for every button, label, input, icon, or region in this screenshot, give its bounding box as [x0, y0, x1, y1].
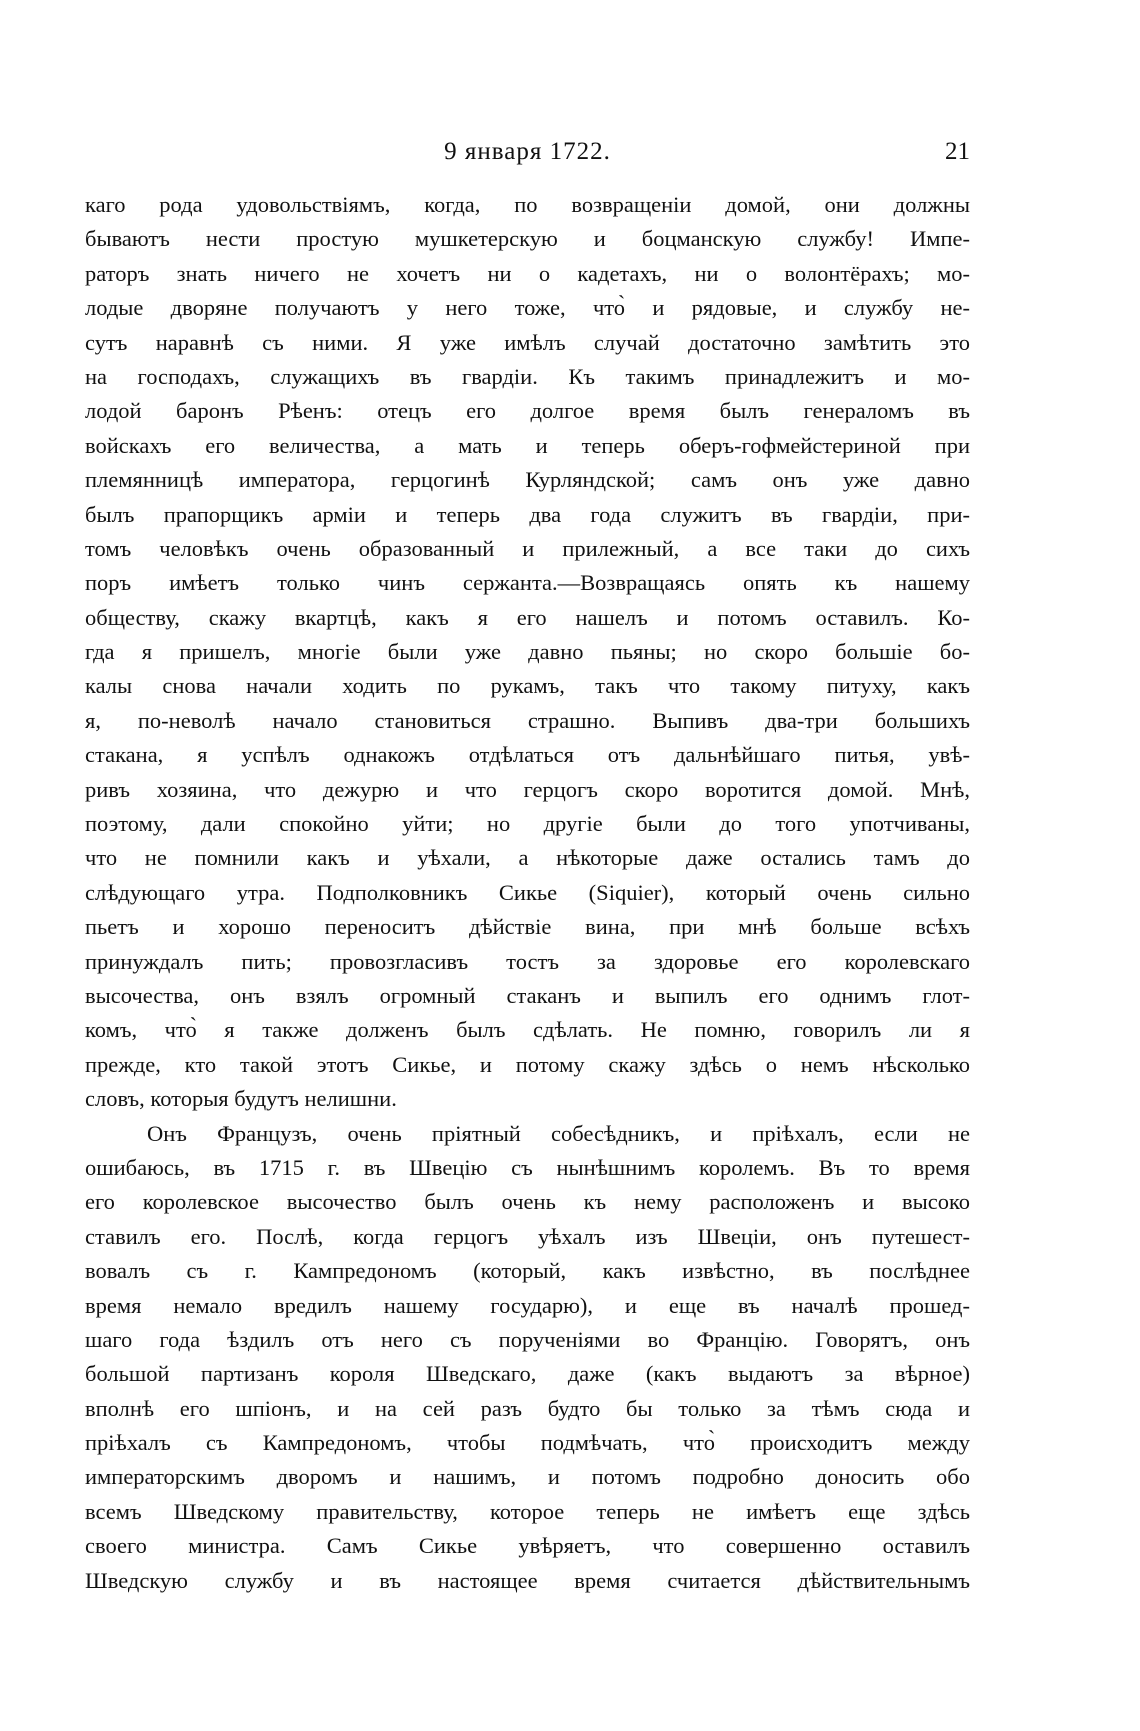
text-line: вовалъ съ г. Кампредономъ (который, какъ извѣстно, въ послѣднее — [85, 1258, 970, 1284]
text-line: бываютъ нести простую мушкетерскую и боцманскую службу! Импе- — [85, 226, 970, 252]
text-line: прежде, кто такой этотъ Сикье, и потому скажу здѣсь о немъ нѣсколько — [85, 1051, 970, 1077]
text-line: ставилъ его. Послѣ, когда герцогъ уѣхалъ изъ Швеціи, онъ путешест- — [85, 1223, 970, 1249]
text-line: Шведскую службу и въ настоящее время считается дѣйствительнымъ — [85, 1567, 970, 1593]
text-line: комъ, что̀ я также долженъ былъ сдѣлать. Не помню, говорилъ ли я — [85, 1017, 970, 1043]
page — [85, 138, 970, 1598]
text-line: лодые дворяне получаютъ у него тоже, что̀ и рядовые, и службу не- — [85, 295, 970, 321]
text-line: стакана, я успѣлъ однакожъ отдѣлаться отъ дальнѣйшаго питья, увѣ- — [85, 742, 970, 768]
text-line: вполнѣ его шпіонъ, и на сей разъ будто бы только за тѣмъ сюда и — [85, 1395, 970, 1421]
body-text — [85, 188, 970, 1598]
text-line: ошибаюсь, въ 1715 г. въ Швецію съ нынѣшнимъ королемъ. Въ то время — [85, 1154, 970, 1180]
text-line: время немало вредилъ нашему государю), и еще въ началѣ прошед- — [85, 1292, 970, 1318]
text-line: сутъ наравнѣ съ ними. Я уже имѣлъ случай достаточно замѣтить это — [85, 329, 970, 355]
text-line: высочества, онъ взялъ огромный стаканъ и выпилъ его однимъ глот- — [85, 982, 970, 1008]
text-line: словъ, которыя будутъ нелишни. — [85, 1086, 397, 1112]
text-line: принуждалъ пить; провозгласивъ тостъ за здоровье его королевскаго — [85, 948, 970, 974]
text-line: большой партизанъ короля Шведскаго, даже (какъ выдаютъ за вѣрное) — [85, 1361, 970, 1387]
text-line: Онъ Французъ, очень пріятный собесѣдникъ, и пріѣхалъ, если не — [147, 1120, 970, 1146]
page-header — [85, 138, 970, 178]
text-line: былъ прапорщикъ арміи и теперь два года служитъ въ гвардіи, при- — [85, 501, 970, 527]
text-line: своего министра. Самъ Сикье увѣряетъ, что совершенно оставилъ — [85, 1533, 970, 1559]
text-line: пріѣхалъ съ Кампредономъ, чтобы подмѣчать, что̀ происходитъ между — [85, 1430, 970, 1456]
text-line: войскахъ его величества, а мать и теперь оберъ-гофмейстериной при — [85, 432, 970, 458]
text-line: что не помнили какъ и уѣхали, а нѣкоторые даже остались тамъ до — [85, 845, 970, 871]
paragraph — [85, 188, 970, 1117]
text-line: я, по-неволѣ начало становиться страшно. Выпивъ два-три большихъ — [85, 707, 970, 733]
running-head: 9 января 1722. — [444, 138, 611, 165]
text-line: пьетъ и хорошо переноситъ дѣйствіе вина, при мнѣ больше всѣхъ — [85, 914, 970, 940]
text-line: раторъ знать ничего не хочетъ ни о кадетахъ, ни о волонтёрахъ; мо- — [85, 260, 970, 286]
text-line: поэтому, дали спокойно уйти; но другіе были до того употчиваны, — [85, 811, 970, 837]
text-line: обществу, скажу вкартцѣ, какъ я его нашелъ и потомъ оставилъ. Ко- — [85, 604, 970, 630]
text-line: племянницѣ императора, герцогинѣ Курляндской; самъ онъ уже давно — [85, 467, 970, 493]
text-line: императорскимъ дворомъ и нашимъ, и потомъ подробно доносить обо — [85, 1464, 970, 1490]
paragraph — [85, 1117, 970, 1598]
text-line: калы снова начали ходить по рукамъ, такъ что такому питуху, какъ — [85, 673, 970, 699]
text-line: ривъ хозяина, что дежурю и что герцогъ скоро воротится домой. Мнѣ, — [85, 776, 970, 802]
page-number: 21 — [945, 138, 970, 165]
text-line: всемъ Шведскому правительству, которое теперь не имѣетъ еще здѣсь — [85, 1498, 970, 1524]
text-line: поръ имѣетъ только чинъ сержанта.—Возвращаясь опять къ нашему — [85, 570, 970, 596]
text-line: на господахъ, служащихъ въ гвардіи. Къ такимъ принадлежитъ и мо- — [85, 363, 970, 389]
text-line: лодой баронъ Рѣенъ: отецъ его долгое время былъ генераломъ въ — [85, 398, 970, 424]
text-line: каго рода удовольствіямъ, когда, по возвращеніи домой, они должны — [85, 192, 970, 217]
text-line: его королевское высочество былъ очень къ нему расположенъ и высоко — [85, 1189, 970, 1215]
text-line: томъ человѣкъ очень образованный и прилежный, а все таки до сихъ — [85, 535, 970, 561]
text-line: шаго года ѣздилъ отъ него съ порученіями во Францію. Говорятъ, онъ — [85, 1326, 970, 1352]
text-line: гда я пришелъ, многіе были уже давно пьяны; но скоро большіе бо- — [85, 639, 970, 665]
text-line: слѣдующаго утра. Подполковникъ Сикье (Siquier), который очень сильно — [85, 879, 970, 905]
